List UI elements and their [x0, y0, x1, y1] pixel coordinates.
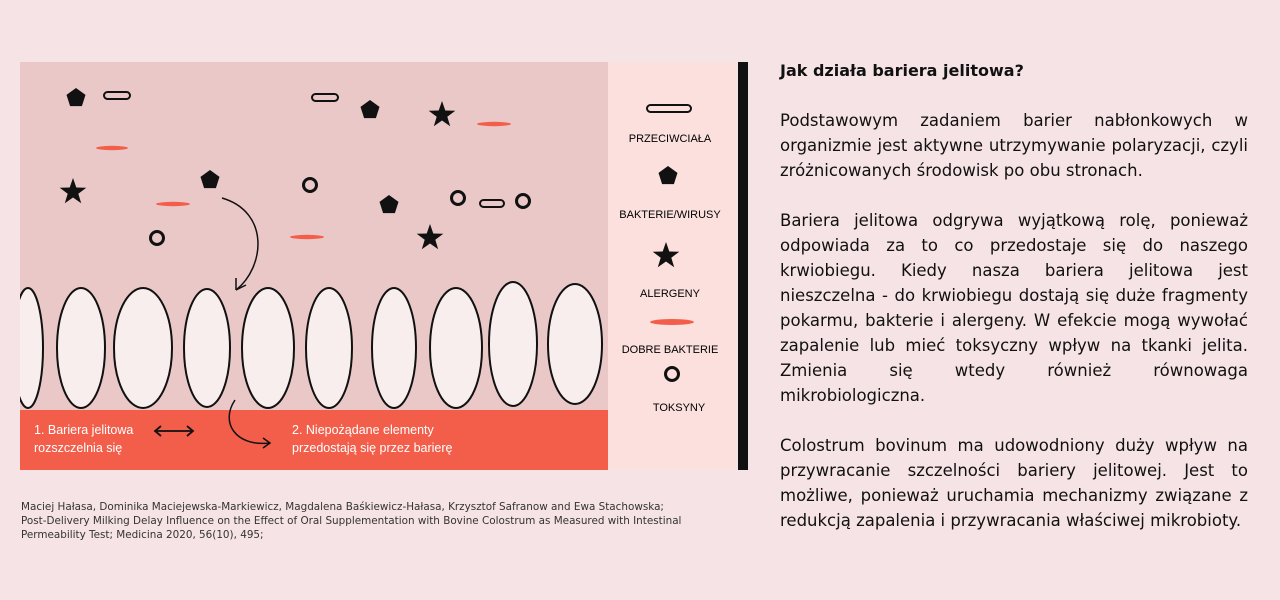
legend-antibodies-label: PRZECIWCIAŁA: [628, 133, 712, 145]
epithelial-cell: [306, 288, 352, 408]
article-paragraph-2: Bariera jelitowa odgrywa wyjątkową rolę, ponieważ odpowiada za to co przedostaje się do naszego krwiobiegu. Kiedy nasza bariera jelitowa jest nieszczelna - do krwiobiegu dostają się duże fragmenty pokarmu, bakterie i alergeny. W efekcie mogą wywołać zapalenie lub mieć toksyczny wpływ na tkanki jelita. Zmienia się wtedy również równowaga mikrobiologiczna.: [780, 211, 1248, 405]
citation-line: Post-Delivery Milking Delay Influence on the Effect of Oral Supplementation with Bovine Colostrum as Measured with Intestinal: [21, 515, 682, 527]
article-paragraph-1: Podstawowym zadaniem barier nabłonkowych w organizmie jest aktywne utrzymywanie polaryzacji, czyli zróżnicowanych środowisk po obu stronach.: [780, 111, 1248, 180]
good-bacteria-icon: [96, 146, 128, 150]
citation: [21, 500, 741, 542]
caption-2-line-1: 2. Niepożądane elementy: [292, 423, 434, 437]
caption-1-line-1: 1. Bariera jelitowa: [34, 423, 134, 437]
good-bacteria-icon: [477, 122, 511, 126]
legend-good-bacteria-icon: [650, 319, 694, 325]
epithelial-cell: [489, 282, 537, 406]
good-bacteria-icon: [156, 202, 190, 206]
caption-1-line-2: rozszczelnia się: [34, 441, 123, 455]
article-paragraph-3: Colostrum bovinum ma udowodniony duży wpływ na przywracanie szczelności bariery jelitowej. Jest to możliwe, ponieważ uruchamia mechanizmy związane z redukcją zapalenia i przywracania właściwej mikrobioty.: [780, 436, 1248, 530]
legend-allergens-label: ALERGENY: [640, 288, 700, 300]
epithelial-cell: [242, 288, 294, 408]
epithelial-cell: [548, 284, 602, 404]
epithelial-cell: [184, 289, 230, 407]
intestinal-barrier-diagram: [20, 62, 750, 472]
article: [780, 60, 1248, 558]
divider-bar: [738, 62, 748, 470]
citation-line: Permeability Test; Medicina 2020, 56(10), 495;: [21, 529, 264, 541]
caption-2-line-2: przedostają się przez barierę: [292, 441, 453, 455]
citation-line: Maciej Hałasa, Dominika Maciejewska-Markiewicz, Magdalena Baśkiewicz-Hałasa, Krzysztof Safranow and Ewa Stachowska;: [21, 501, 664, 513]
epithelial-cell: [20, 288, 43, 408]
legend-toxins-label: TOKSYNY: [652, 402, 706, 414]
article-title: Jak działa bariera jelitowa?: [780, 61, 1024, 80]
epithelial-cell: [430, 288, 482, 408]
epithelial-cell: [372, 288, 416, 408]
epithelial-cell: [57, 288, 105, 408]
epithelial-cell: [114, 288, 172, 408]
tissue-area: [20, 410, 608, 470]
good-bacteria-icon: [290, 235, 324, 239]
legend-bacteria-label: BAKTERIE/WIRUSY: [619, 209, 721, 221]
legend-good-bacteria-label: DOBRE BAKTERIE: [621, 344, 719, 356]
